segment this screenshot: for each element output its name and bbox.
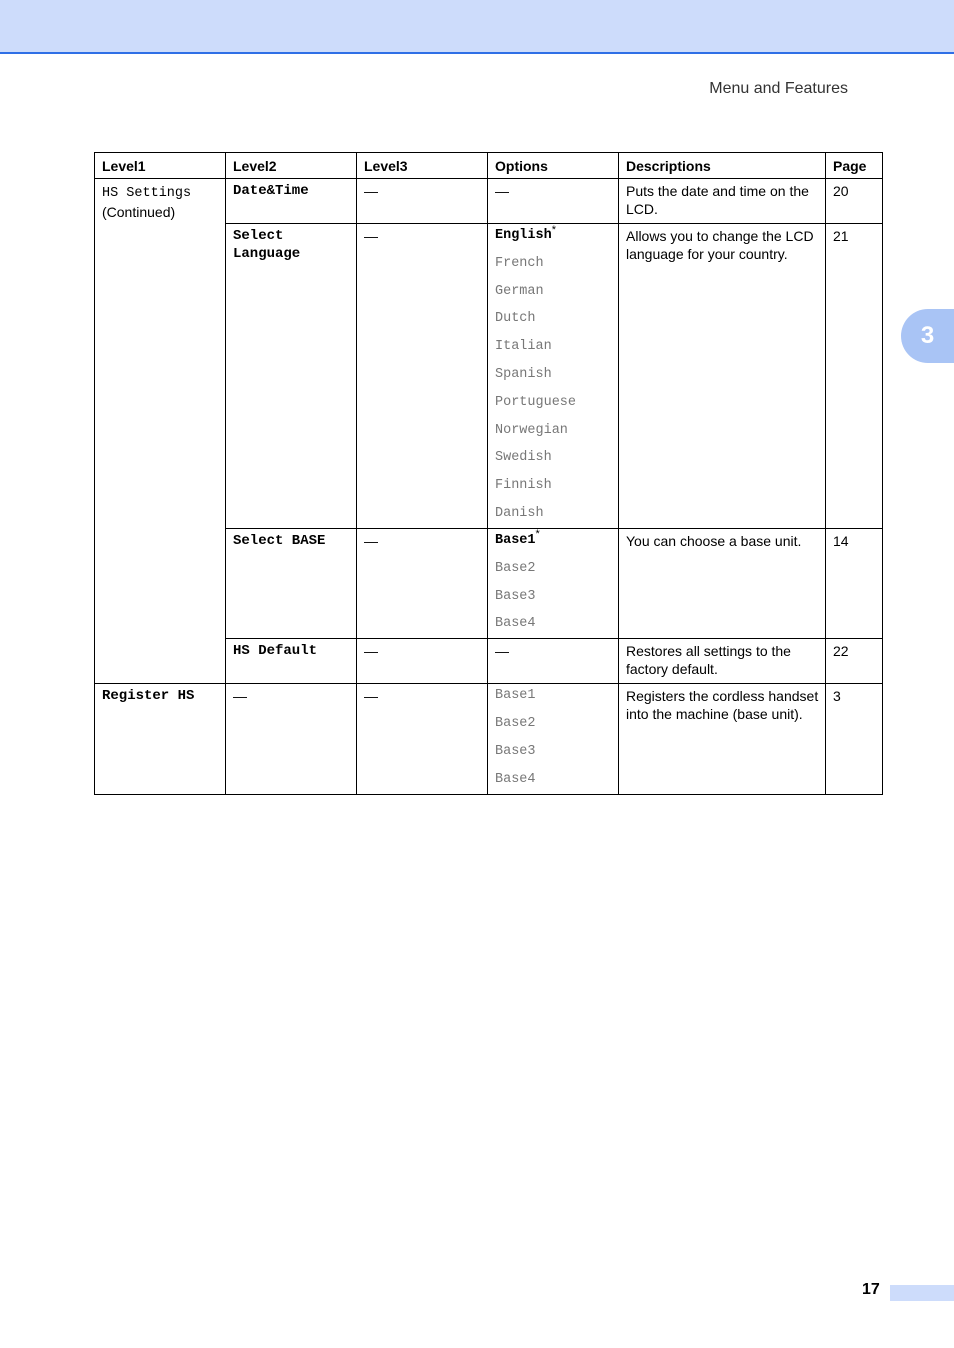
level2-date-time: Date&Time (226, 179, 357, 224)
level1-continued-note: (Continued) (102, 204, 176, 220)
level2-select-language (226, 224, 357, 529)
description-cell: Restores all settings to the factory default. (619, 639, 826, 684)
option-item: English * (495, 227, 612, 245)
option-item: Base4 (495, 771, 536, 787)
level1-register-hs: Register HS (95, 684, 226, 794)
option-item: Swedish (495, 450, 552, 466)
description-cell: You can choose a base unit. (619, 528, 826, 638)
header-band (0, 0, 954, 54)
column-header: Page (826, 153, 883, 179)
option-item: Base2 (495, 560, 536, 576)
description-cell: Registers the cordless handset into the machine (base unit). (619, 684, 826, 794)
options-cell: — (488, 179, 619, 224)
page-cell: 21 (826, 224, 883, 529)
description-cell: Allows you to change the LCD language for your country. (619, 224, 826, 529)
footer-bar (890, 1285, 954, 1301)
option-item: Spanish (495, 366, 552, 382)
level2-cell: — (226, 684, 357, 794)
option-item: Base3 (495, 588, 536, 604)
option-item: Dutch (495, 311, 536, 327)
option-item: Italian (495, 339, 552, 355)
option-item: Portuguese (495, 394, 577, 410)
section-title: Menu and Features (709, 80, 848, 97)
options-cell (488, 684, 619, 794)
page-cell: 3 (826, 684, 883, 794)
option-item: Base1 (495, 688, 536, 704)
description-cell: Puts the date and time on the LCD. (619, 179, 826, 224)
option-item: Danish (495, 505, 544, 521)
level3-cell: — (357, 639, 488, 684)
column-header: Options (488, 153, 619, 179)
level3-cell: — (357, 224, 488, 529)
chapter-tab: 3 (901, 309, 954, 363)
level2-hs-default: HS Default (226, 639, 357, 684)
option-item: German (495, 283, 544, 299)
page-number: 17 (862, 1281, 880, 1298)
menu-table (94, 152, 883, 795)
table-row (95, 684, 883, 794)
option-item: French (495, 255, 544, 271)
option-item: Finnish (495, 478, 552, 494)
option-item: Base4 (495, 616, 536, 632)
table-header-row (95, 153, 883, 179)
column-header: Level1 (95, 153, 226, 179)
page-cell: 22 (826, 639, 883, 684)
option-item: Base2 (495, 716, 536, 732)
level1-hs-settings: HS Settings (102, 186, 192, 201)
options-cell: — (488, 639, 619, 684)
level2-select-base: Select BASE (226, 528, 357, 638)
page-cell: 14 (826, 528, 883, 638)
level3-cell: — (357, 684, 488, 794)
column-header: Level3 (357, 153, 488, 179)
option-item: Norwegian (495, 422, 568, 438)
options-cell (488, 224, 619, 529)
options-cell (488, 528, 619, 638)
option-item: Base1 * (495, 532, 612, 550)
page-cell: 20 (826, 179, 883, 224)
column-header: Descriptions (619, 153, 826, 179)
level2-label: Select Language (233, 228, 301, 262)
column-header: Level2 (226, 153, 357, 179)
table-row (95, 179, 883, 224)
level3-cell: — (357, 179, 488, 224)
level1-cell (95, 179, 226, 684)
level3-cell: — (357, 528, 488, 638)
option-item: Base3 (495, 743, 536, 759)
